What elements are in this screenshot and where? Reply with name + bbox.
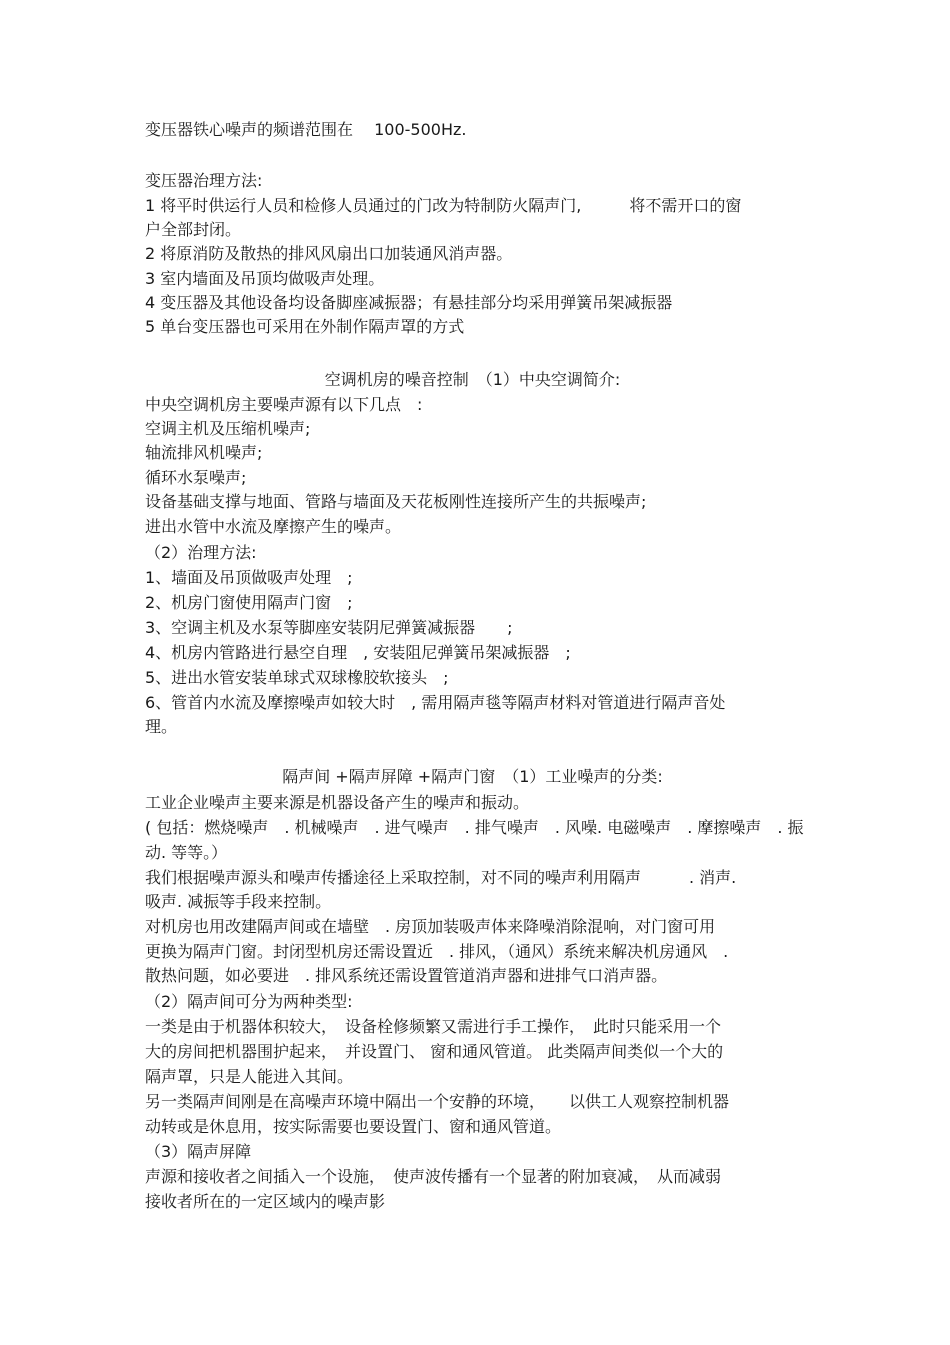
text-line: 大的房间把机器围护起来， 并设置门、 窗和通风管道。 此类隔声间类似一个大的 xyxy=(145,1042,724,1061)
text-line: 声源和接收者之间插入一个设施， 使声波传播有一个显著的附加衰减， 从而减弱 xyxy=(145,1167,722,1186)
text-line: 空调主机及压缩机噪声; xyxy=(145,419,311,438)
text-line: 散热问题，如必要进 . 排风系统还需设置管道消声器和进排气口消声器。 xyxy=(145,966,668,985)
text-line: 3、空调主机及水泵等脚座安装阴尼弹簧减振器 ; xyxy=(145,618,513,637)
text-line: 理。 xyxy=(145,717,178,736)
text-line: 3 室内墙面及吊顶均做吸声处理。 xyxy=(145,269,385,288)
text-line: 中央空调机房主要噪声源有以下几点 : xyxy=(145,395,423,414)
text-line: 设备基础支撑与地面、管路与墙面及天花板刚性连接所产生的共振噪声; xyxy=(145,492,647,511)
text-line: 6、管首内水流及摩擦噪声如较大时 , 需用隔声毯等隔声材料对管道进行隔声音处 xyxy=(145,693,726,712)
text-line: 2、机房门窗使用隔声门窗 ; xyxy=(145,593,353,612)
text-line: 更换为隔声门窗。封闭型机房还需设置近 . 排风，（通风）系统来解决机房通风 . xyxy=(145,942,729,961)
text-line: 隔声罩，只是人能进入其间。 xyxy=(145,1067,354,1086)
text-line: 我们根据噪声源头和噪声传播途径上采取控制，对不同的噪声利用隔声 . 消声. xyxy=(145,868,737,887)
section-heading-centered: 空调机房的噪音控制 （1）中央空调简介: xyxy=(324,370,621,389)
text-line: 1、墙面及吊顶做吸声处理 ; xyxy=(145,568,353,587)
text-line: 进出水管中水流及摩擦产生的噪声。 xyxy=(145,517,402,536)
text-line: 对机房也用改建隔声间或在墙壁 . 房顶加装吸声体来降噪消除混响，对门窗可用 xyxy=(145,917,716,936)
text-line: 4 变压器及其他设备均设备脚座减振器；有悬挂部分均采用弹簧吊架减振器 xyxy=(145,293,673,312)
text-line: 变压器铁心噪声的频谱范围在 100-500Hz. xyxy=(145,120,467,139)
text-line: 轴流排风机噪声; xyxy=(145,443,263,462)
text-line: 5 单台变压器也可采用在外制作隔声罩的方式 xyxy=(145,317,465,336)
section-heading-centered: 隔声间 +隔声屏障 +隔声门窗 （1）工业噪声的分类: xyxy=(282,767,663,786)
text-line: 户全部封闭。 xyxy=(145,220,242,239)
text-line: 接收者所在的一定区域内的噪声影 xyxy=(145,1192,386,1211)
section-heading: 变压器治理方法: xyxy=(145,171,263,190)
subsection-heading: （3）隔声屏障 xyxy=(145,1142,252,1161)
text-line: 另一类隔声间刚是在高噪声环境中隔出一个安静的环境， 以供工人观察控制机器 xyxy=(145,1092,730,1111)
text-line: 4、机房内管路进行悬空自理 , 安装阻尼弹簧吊架减振器 ; xyxy=(145,643,571,662)
text-line: 循环水泵噪声; xyxy=(145,468,247,487)
text-line: 一类是由于机器体积较大， 设备栓修频繁又需进行手工操作， 此时只能采用一个 xyxy=(145,1017,722,1036)
text-line: 1 将平时供运行人员和检修人员通过的门改为特制防火隔声门, 将不需开口的窗 xyxy=(145,196,742,215)
text-line: 工业企业噪声主要来源是机器设备产生的噪声和振动。 xyxy=(145,793,530,812)
text-line: 吸声. 减振等手段来控制。 xyxy=(145,892,332,911)
text-line: 动转或是休息用，按实际需要也要设置门、窗和通风管道。 xyxy=(145,1117,562,1136)
text-line: 2 将原消防及散热的排风风扇出口加装通风消声器。 xyxy=(145,244,513,263)
subsection-heading: （2）隔声间可分为两种类型: xyxy=(145,992,353,1011)
subsection-heading: （2）治理方法: xyxy=(145,543,257,562)
text-line: 动. 等等。） xyxy=(145,843,228,862)
text-line: 5、进出水管安装单球式双球橡胶软接头 ; xyxy=(145,668,449,687)
text-line: ( 包括：燃烧噪声 . 机械噪声 . 进气噪声 . 排气噪声 . 风噪. 电磁噪声 . 摩擦噪声 . 振 xyxy=(145,818,804,837)
